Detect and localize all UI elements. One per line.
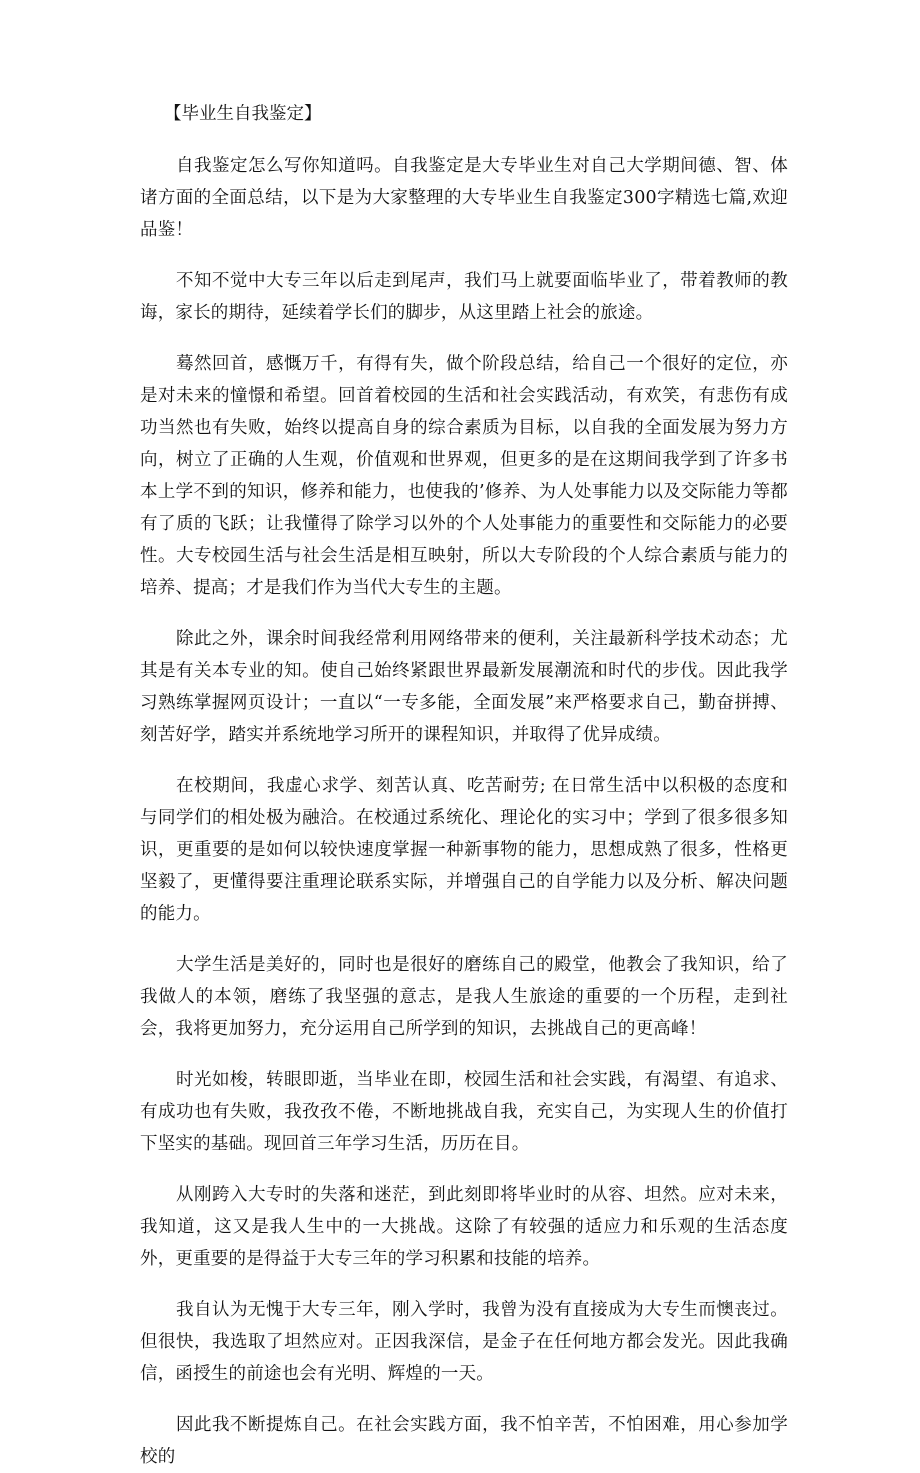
paragraph: 时光如梭，转眼即逝，当毕业在即，校园生活和社会实践，有渴望、有追求、有成功也有失败，我孜孜不倦，不断地挑战自我，充实自己，为实现人生的价值打下坚实的基础。现回首三年学习生活，历历在目。	[140, 1070, 788, 1154]
paragraph: 我自认为无愧于大专三年，刚入学时，我曾为没有直接成为大专生而懊丧过。但很快，我选取了坦然应对。正因我深信，是金子在任何地方都会发光。因此我确信，函授生的前途也会有光明、辉煌的一天。	[140, 1300, 788, 1384]
paragraph: 大学生活是美好的，同时也是很好的磨练自己的殿堂，他教会了我知识，给了我做人的本领，磨练了我坚强的意志，是我人生旅途的重要的一个历程，走到社会，我将更加努力，充分运用自己所学到的知识，去挑战自己的更高峰！	[140, 955, 788, 1039]
document-title: 【毕业生自我鉴定】	[164, 104, 322, 124]
paragraph: 蓦然回首，感慨万千，有得有失，做个阶段总结，给自己一个很好的定位，亦是对未来的憧憬和希望。回首着校园的生活和社会实践活动，有欢笑，有悲伤有成功当然也有失败，始终以提高自身的综合素质为目标，以自我的全面发展为努力方向，树立了正确的人生观，价值观和世界观，但更多的是在这期间我学到了许多书本上学不到的知识，修养和能力，也使我的’修养、为人处事能力以及交际能力等都有了质的飞跃；让我懂得了除学习以外的个人处事能力的重要性和交际能力的必要性。大专校园生活与社会生活是相互映射，所以大专阶段的个人综合素质与能力的培养、提高；才是我们作为当代大专生的主题。	[140, 354, 788, 598]
paragraph: 不知不觉中大专三年以后走到尾声，我们马上就要面临毕业了，带着教师的教诲，家长的期待，延续着学长们的脚步，从这里踏上社会的旅途。	[140, 271, 788, 323]
paragraph: 因此我不断提炼自己。在社会实践方面，我不怕辛苦，不怕困难，用心参加学校的	[140, 1415, 788, 1467]
paragraph: 从刚跨入大专时的失落和迷茫，到此刻即将毕业时的从容、坦然。应对未来，我知道，这又是我人生中的一大挑战。这除了有较强的适应力和乐观的生活态度外，更重要的是得益于大专三年的学习积累和技能的培养。	[140, 1185, 788, 1269]
paragraph-intro: 自我鉴定怎么写你知道吗。自我鉴定是大专毕业生对自己大学期间德、智、体诸方面的全面总结，以下是为大家整理的大专毕业生自我鉴定300字精选七篇,欢迎品鉴！	[140, 156, 788, 240]
paragraph: 在校期间，我虚心求学、刻苦认真、吃苦耐劳; 在日常生活中以积极的态度和与同学们的相处极为融洽。在校通过系统化、理论化的实习中；学到了很多很多知识，更重要的是如何以较快速度掌握一种新事物的能力，思想成熟了很多，性格更坚毅了，更懂得要注重理论联系实际，并增强自己的自学能力以及分析、解决问题的能力。	[140, 776, 788, 924]
document-page	[140, 98, 788, 1473]
paragraph: 除此之外，课余时间我经常利用网络带来的便利，关注最新科学技术动态；尤其是有关本专业的知。使自己始终紧跟世界最新发展潮流和时代的步伐。因此我学习熟练掌握网页设计；一直以“一专多能，全面发展”来严格要求自己，勤奋拼搏、刻苦好学，踏实并系统地学习所开的课程知识，并取得了优异成绩。	[140, 629, 788, 745]
